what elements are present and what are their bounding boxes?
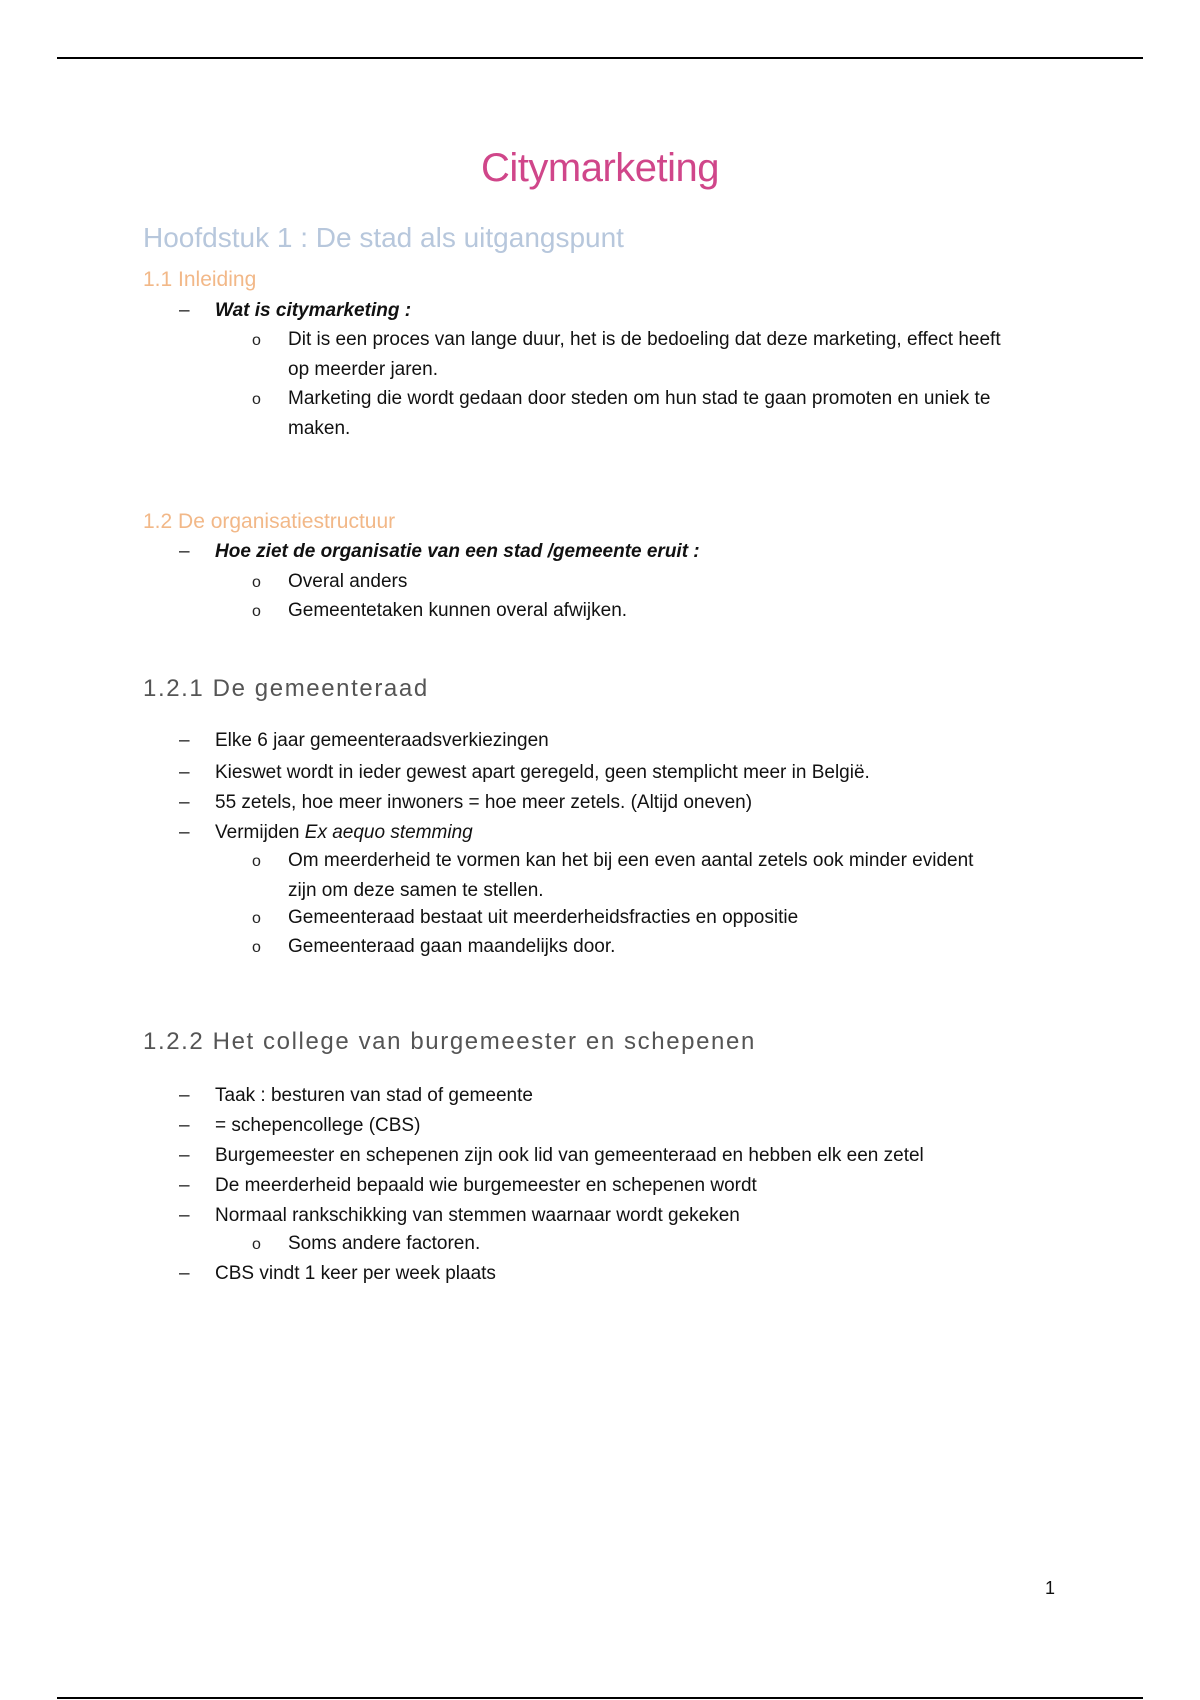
dash-marker: – — [179, 300, 190, 321]
section-heading-1-2-1: 1.2.1 De gemeenteraad — [143, 675, 429, 702]
sub-bullet-text: maken. — [288, 418, 351, 439]
sub-bullet-text: Overal anders — [288, 571, 408, 592]
bullet-text: Normaal rankschikking van stemmen waarnaar wordt gekeken — [215, 1205, 740, 1226]
sub-bullet-text: Gemeenteraad bestaat uit meerderheidsfracties en oppositie — [288, 907, 799, 928]
bullet-text — [215, 822, 473, 844]
dash-marker: – — [179, 822, 190, 843]
page-number: 1 — [1045, 1578, 1056, 1598]
bullet-text: Taak : besturen van stad of gemeente — [215, 1085, 533, 1106]
dash-marker: – — [179, 1145, 190, 1166]
circle-marker: o — [252, 910, 261, 927]
bullet-text-prefix: Vermijden — [215, 822, 305, 843]
bullet-text: Elke 6 jaar gemeenteraadsverkiezingen — [215, 730, 549, 751]
bullet-text: 55 zetels, hoe meer inwoners = hoe meer zetels. (Altijd oneven) — [215, 792, 753, 813]
bullet-text-italic: Ex aequo stemming — [304, 822, 473, 843]
header-rule — [57, 57, 1143, 59]
footer-rule — [57, 1697, 1143, 1699]
circle-marker: o — [252, 332, 261, 349]
circle-marker: o — [252, 391, 261, 408]
sub-bullet-text: Soms andere factoren. — [288, 1233, 481, 1254]
section-heading-1-2-2: 1.2.2 Het college van burgemeester en schepenen — [143, 1028, 756, 1055]
dash-marker: – — [179, 1175, 190, 1196]
section-heading-1-1: 1.1 Inleiding — [143, 268, 257, 291]
dash-marker: – — [179, 1085, 190, 1106]
dash-marker: – — [179, 762, 190, 783]
circle-marker: o — [252, 939, 261, 956]
section-heading-1-2: 1.2 De organisatiestructuur — [143, 510, 396, 533]
bullet-text: = schepencollege (CBS) — [215, 1115, 421, 1136]
dash-marker: – — [179, 730, 190, 751]
dash-marker: – — [179, 541, 190, 562]
sub-bullet-text: zijn om deze samen te stellen. — [288, 880, 544, 901]
bullet-text: Burgemeester en schepenen zijn ook lid van gemeenteraad en hebben elk een zetel — [215, 1145, 924, 1166]
sub-bullet-text: op meerder jaren. — [288, 359, 438, 380]
dash-marker: – — [179, 1205, 190, 1226]
bullet-question: Hoe ziet de organisatie van een stad /gemeente eruit : — [215, 541, 700, 562]
dash-marker: – — [179, 1115, 190, 1136]
sub-bullet-text: Marketing die wordt gedaan door steden om hun stad te gaan promoten en uniek te — [288, 388, 991, 409]
circle-marker: o — [252, 853, 261, 870]
bullet-text: Kieswet wordt in ieder gewest apart geregeld, geen stemplicht meer in België. — [215, 762, 870, 783]
bullet-question: Wat is citymarketing : — [215, 300, 412, 321]
document-title: Citymarketing — [480, 146, 719, 190]
bullet-text: De meerderheid bepaald wie burgemeester en schepenen wordt — [215, 1175, 757, 1196]
circle-marker: o — [252, 603, 261, 620]
dash-marker: – — [179, 792, 190, 813]
dash-marker: – — [179, 1263, 190, 1284]
bullet-text: CBS vindt 1 keer per week plaats — [215, 1263, 496, 1284]
circle-marker: o — [252, 1236, 261, 1253]
chapter-heading: Hoofdstuk 1 : De stad als uitgangspunt — [143, 222, 624, 253]
sub-bullet-text: Gemeentetaken kunnen overal afwijken. — [288, 600, 628, 621]
sub-bullet-text: Om meerderheid te vormen kan het bij een even aantal zetels ook minder evident — [288, 850, 974, 871]
sub-bullet-text: Gemeenteraad gaan maandelijks door. — [288, 936, 616, 957]
circle-marker: o — [252, 574, 261, 591]
sub-bullet-text: Dit is een proces van lange duur, het is de bedoeling dat deze marketing, effect heeft — [288, 329, 1001, 350]
